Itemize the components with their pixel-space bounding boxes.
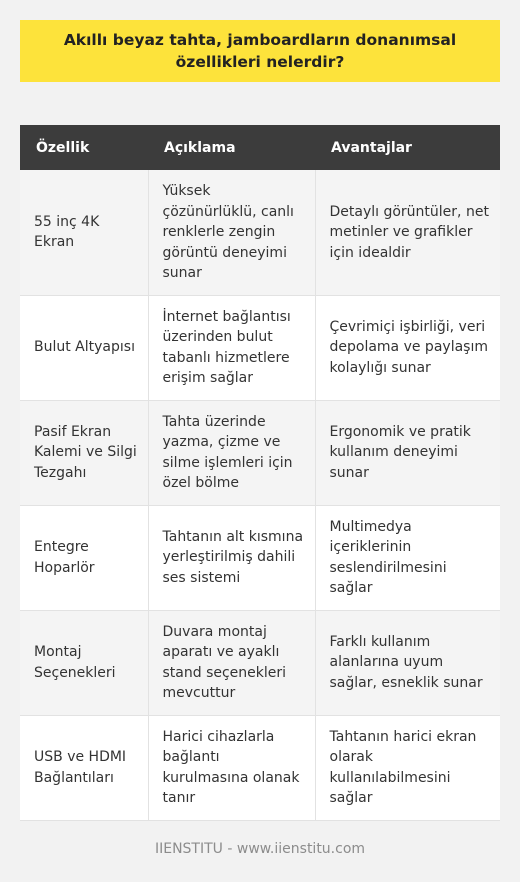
column-header-description: Açıklama: [148, 125, 315, 170]
feature-cell: USB ve HDMI Bağlantıları: [20, 715, 148, 820]
advantages-cell: Farklı kullanım alanlarına uyum sağlar, esneklik sunar: [315, 610, 500, 715]
description-cell: Yüksek çözünürlüklü, canlı renklerle zengin görüntü deneyimi sunar: [148, 170, 315, 295]
advantages-cell: Tahtanın harici ekran olarak kullanılabilmesini sağlar: [315, 715, 500, 820]
description-cell: Tahtanın alt kısmına yerleştirilmiş dahili ses sistemi: [148, 505, 315, 610]
title-banner: [20, 20, 500, 82]
table-row: [20, 715, 500, 820]
advantages-cell: Multimedya içeriklerinin seslendirilmesini sağlar: [315, 505, 500, 610]
table-header-row: [20, 125, 500, 170]
features-table: [20, 125, 500, 821]
feature-cell: Pasif Ekran Kalemi ve Silgi Tezgahı: [20, 400, 148, 505]
description-cell: Duvara montaj aparatı ve ayaklı stand seçenekleri mevcuttur: [148, 610, 315, 715]
description-cell: Harici cihazlarla bağlantı kurulmasına olanak tanır: [148, 715, 315, 820]
description-cell: Tahta üzerinde yazma, çizme ve silme işlemleri için özel bölme: [148, 400, 315, 505]
footer-credit: IIENSTITU - www.iienstitu.com: [154, 841, 366, 857]
description-cell: İnternet bağlantısı üzerinden bulut tabanlı hizmetlere erişim sağlar: [148, 295, 315, 400]
feature-cell: Bulut Altyapısı: [20, 295, 148, 400]
feature-cell: Entegre Hoparlör: [20, 505, 148, 610]
feature-cell: Montaj Seçenekleri: [20, 610, 148, 715]
table-row: [20, 505, 500, 610]
table-row: [20, 295, 500, 400]
advantages-cell: Çevrimiçi işbirliği, veri depolama ve paylaşım kolaylığı sunar: [315, 295, 500, 400]
column-header-feature: Özellik: [20, 125, 148, 170]
table-row: [20, 170, 500, 295]
advantages-cell: Ergonomik ve pratik kullanım deneyimi sunar: [315, 400, 500, 505]
page-title: Akıllı beyaz tahta, jamboardların donanımsal özellikleri nelerdir?: [63, 31, 457, 71]
table-row: [20, 610, 500, 715]
feature-cell: 55 inç 4K Ekran: [20, 170, 148, 295]
column-header-advantages: Avantajlar: [315, 125, 500, 170]
table-row: [20, 400, 500, 505]
advantages-cell: Detaylı görüntüler, net metinler ve grafikler için idealdir: [315, 170, 500, 295]
